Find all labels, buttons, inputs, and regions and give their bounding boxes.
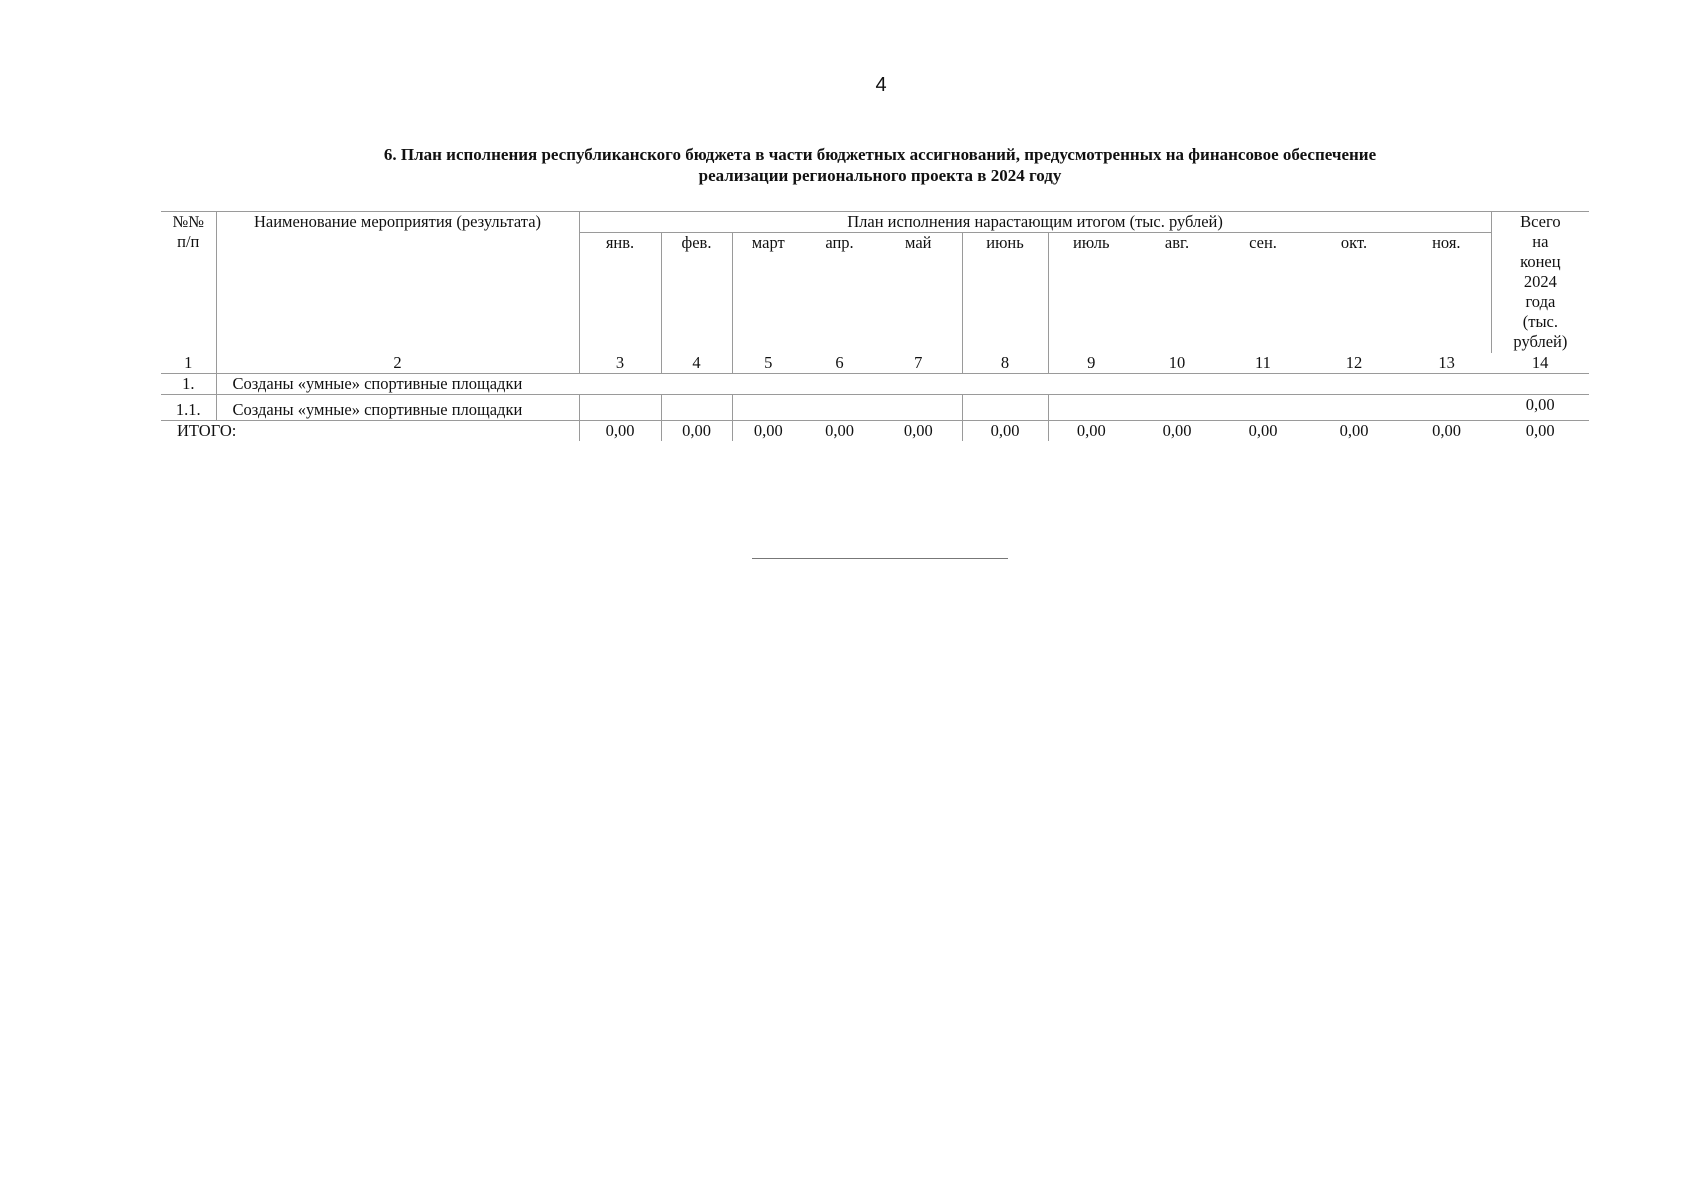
row-value [1134,394,1220,420]
header-total-line: 2024 [1523,272,1557,291]
row-value [962,394,1048,420]
total-value: 0,00 [1248,420,1278,440]
header-row-months [161,233,1589,353]
header-total-line: рублей) [1513,332,1568,351]
budget-plan-table [161,211,1589,441]
document-title [150,144,1610,186]
month-jul: июль [1072,233,1110,252]
total-value: 0,00 [875,420,962,441]
col-number: 8 [962,353,1048,374]
col-number: 11 [1220,353,1306,374]
total-value: 0,00 [579,420,661,441]
row-value [1220,394,1306,420]
total-value: 0,00 [1432,420,1461,440]
month-may: май [875,233,962,353]
total-value: 0,00 [753,420,783,440]
row-number: 1. [161,373,216,394]
header-number [161,212,216,353]
row-value [804,394,875,420]
header-total [1491,212,1589,353]
total-value: 0,00 [1162,420,1192,440]
total-value: 0,00 [962,420,1048,441]
month-sep: сен. [1249,233,1277,252]
header-name: Наименование мероприятия (результата) [216,212,579,233]
total-value: 0,00 [825,420,854,440]
grand-total-value: 0,00 [1525,420,1555,440]
row-value [661,394,732,420]
total-row [161,420,1589,441]
title-line-2: реализации регионального проекта в 2024 году [698,166,1062,185]
title-line-1: 6. План исполнения республиканского бюджета в части бюджетных ассигнований, предусмотренных на финансовое обеспечение [383,145,1377,164]
total-label: ИТОГО: [161,420,579,441]
col-number: 3 [579,353,661,374]
header-total-line: года [1525,292,1556,311]
header-number-line-1: №№ [172,212,204,231]
col-number: 10 [1134,353,1220,374]
col-number: 6 [804,353,875,374]
table-row [161,373,1589,394]
header-number-line-2: п/п [177,232,200,251]
row-name: Созданы «умные» спортивные площадки [216,394,579,420]
page-number: 4 [875,74,887,96]
month-apr: апр. [825,233,854,252]
col-number: 5 [732,353,804,374]
table-row [161,394,1589,420]
total-value: 0,00 [1076,420,1106,440]
month-jan: янв. [579,233,661,353]
col-number: 13 [1402,353,1491,374]
header-name-spacer [216,233,579,353]
row-total: 0,00 [1491,394,1589,420]
col-number: 14 [1491,353,1589,374]
col-number: 4 [661,353,732,374]
header-total-line: на [1532,232,1549,251]
signature-separator-line [752,558,1008,559]
row-value [1402,394,1491,420]
header-total-line: конец [1520,252,1561,271]
month-aug: авг. [1164,233,1190,252]
row-value [732,394,804,420]
month-jun: июнь [962,233,1048,353]
header-total-line: Всего [1520,212,1561,231]
row-value [1306,394,1402,420]
total-value: 0,00 [661,420,732,441]
col-number: 12 [1306,353,1402,374]
col-number: 1 [161,353,216,374]
header-total-line: (тыс. [1522,312,1558,331]
col-number: 2 [216,353,579,374]
row-value [1048,394,1134,420]
row-value [875,394,962,420]
month-oct: окт. [1340,233,1368,252]
row-value [579,394,661,420]
header-row-1 [161,212,1589,233]
month-nov: ноя. [1432,233,1461,252]
month-mar: март [751,233,785,252]
header-plan-group: План исполнения нарастающим итогом (тыс. рублей) [579,212,1491,233]
col-number: 7 [875,353,962,374]
total-value: 0,00 [1339,420,1369,440]
month-feb: фев. [661,233,732,353]
row-name: Созданы «умные» спортивные площадки [216,373,1589,394]
row-number: 1.1. [161,394,216,420]
col-number: 9 [1048,353,1134,374]
column-numbers-row [161,353,1589,374]
